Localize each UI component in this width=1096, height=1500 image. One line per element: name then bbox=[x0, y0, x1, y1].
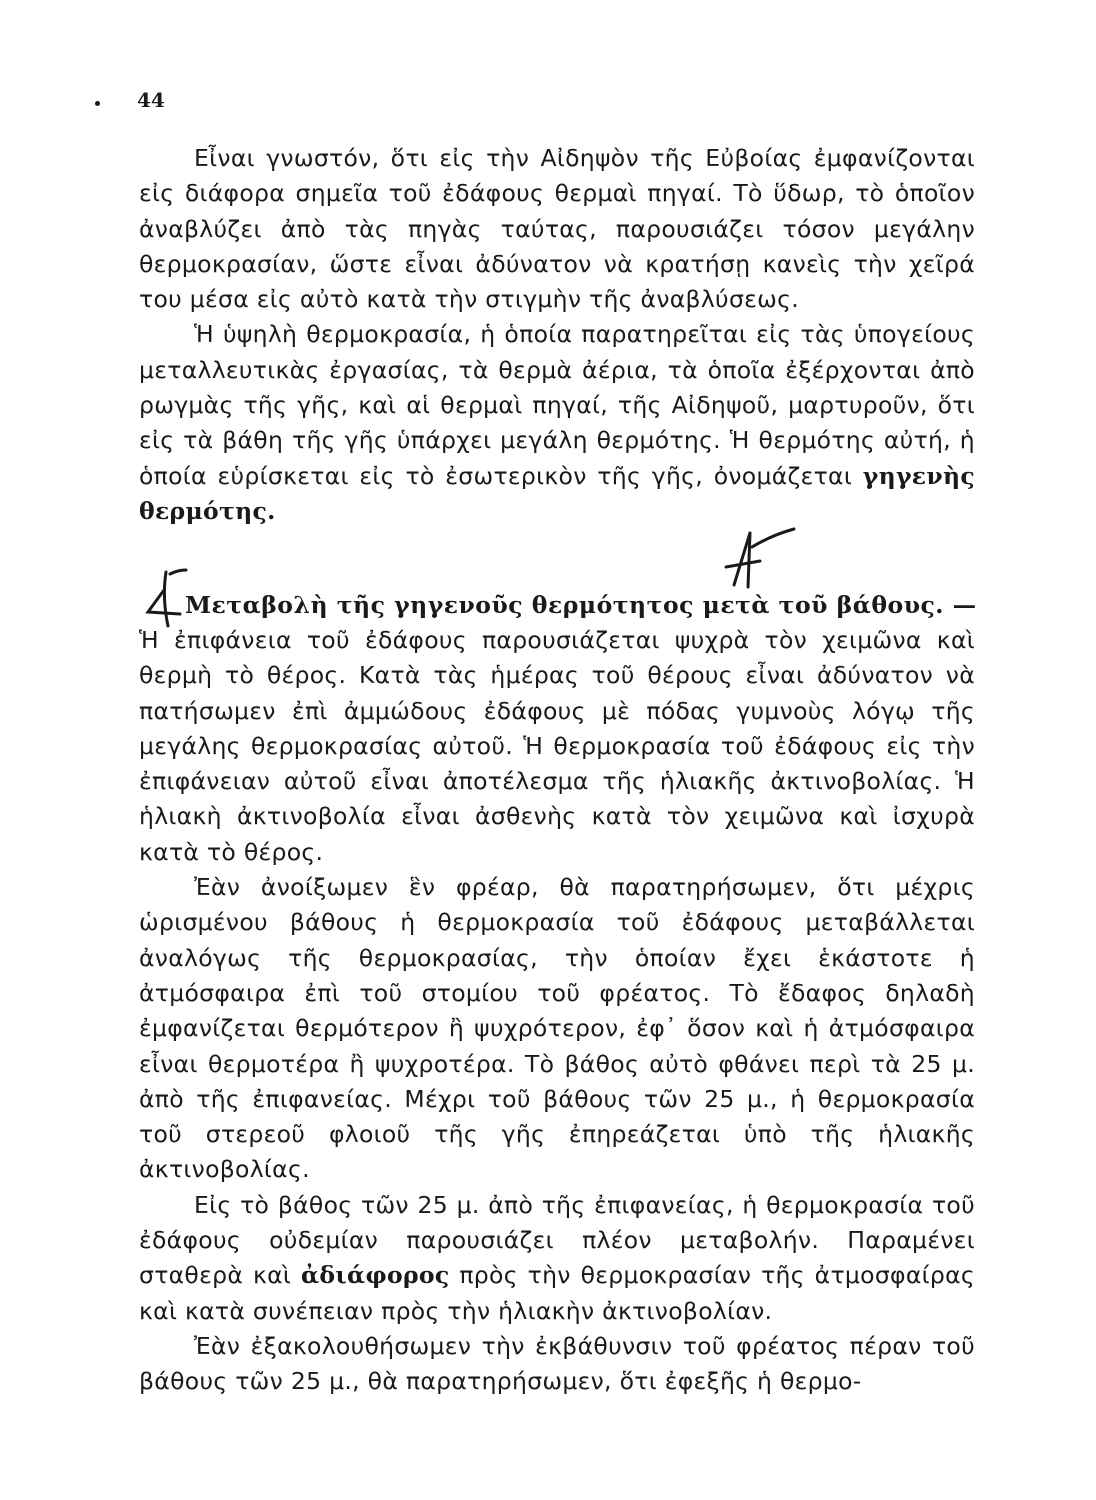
paragraph-high-temperature-text: Ἡ ὑψηλὴ θερμοκρασία, ἡ ὁποία παρατηρεῖται εἰς τὰς ὑπογείους μεταλλευτικὰς ἐργασίας, τὰ θερμὰ ἀέρια, τὰ ὁποῖα ἐξέρχονται ἀπὸ ρωγμὰς τῆς γῆς, καὶ αἱ θερμαὶ πηγαί, τῆς Αἰδηψοῦ, μαρτυροῦν, ὅτι εἰς τὰ βάθη τῆς γῆς ὑπάρχει μεγάλη θερμότης. Ἡ θερμότης αὐτή, ἡ ὁποία εὑρίσκεται εἰς τὸ ἐσωτερικὸν τῆς γῆς, ὀνομάζεται bbox=[139, 320, 975, 490]
paragraph-constant-depth-tail: πρὸς τὴν θερμοκρασίαν τῆς ἀτμοσφαίρας καὶ κατὰ συνέπειαν πρὸς τὴν ἡλιακὴν ἀκτινοβολίαν. bbox=[139, 1261, 975, 1325]
paragraph-well-observation: Ἐὰν ἀνοίξωμεν ἓν φρέαρ, θὰ παρατηρήσωμεν, ὅτι μέχρις ὡρισμένου βάθους ἡ θερμοκρασία τοῦ ἐδάφους μεταβάλλεται ἀναλόγως τῆς θερμοκρασίας, τὴν ὁποίαν ἔχει ἑκάστοτε ἡ ἀτμόσφαιρα ἐπὶ τοῦ στομίου τοῦ φρέατος. Τὸ ἔδαφος δηλαδὴ ἐμφανίζεται θερμότερον ἢ ψυχρότερον, ἐφ᾽ ὅσον καὶ ἡ ἀτμόσφαιρα εἶναι θερμοτέρα ἢ ψυχροτέρα. Τὸ βάθος αὐτὸ φθάνει περὶ τὰ 25 μ. ἀπὸ τῆς ἐπιφανείας. Μέχρι τοῦ βάθους τῶν 25 μ., ἡ θερμοκρασία τοῦ στερεοῦ φλοιοῦ τῆς γῆς ἐπηρεάζεται ὑπὸ τῆς ἡλιακῆς ἀκτινοβολίας. bbox=[139, 873, 975, 1184]
handwritten-check-mark-start bbox=[140, 568, 190, 630]
paragraph-beyond-25m: Ἐὰν ἐξακολουθήσωμεν τὴν ἐκβάθυνσιν τοῦ φρέατος πέραν τοῦ βάθους τῶν 25 μ., θὰ παρατηρήσωμεν, ὅτι ἐφεξῆς ἡ θερμο- bbox=[139, 1331, 975, 1396]
paragraph-constant-depth-lead: Εἰς τὸ βάθος τῶν 25 μ. ἀπὸ τῆς ἐπιφανείας, ἡ θερμοκρασία τοῦ ἐδάφους οὐδεμίαν παρουσιάζει πλέον μεταβολήν. Παραμένει σταθερὰ καὶ bbox=[139, 1190, 975, 1290]
section-depth-variation bbox=[139, 623, 975, 1400]
paragraph-high-temperature bbox=[139, 317, 975, 529]
page-number: 44 bbox=[137, 88, 165, 112]
term-indifferent: ἀδιάφορος bbox=[301, 1261, 450, 1290]
margin-dot-mark bbox=[95, 101, 100, 106]
paragraph-surface-temperature: Ἡ ἐπιφάνεια τοῦ ἐδάφους παρουσιάζεται ψυχρὰ τὸν χειμῶνα καὶ θερμὴ τὸ θέρος. Κατὰ τὰς ἡμέρας τοῦ θέρους εἶναι ἀδύνατον νὰ πατήσωμεν ἐπὶ ἀμμώδους ἐδάφους μὲ πόδας γυμνοὺς λόγῳ τῆς μεγάλης θερμοκρασίας αὐτοῦ. Ἡ θερμοκρασία τοῦ ἐδάφους εἰς τὴν ἐπιφάνειαν αὐτοῦ εἶναι ἀποτέλεσμα τῆς ἡλιακῆς ἀκτινοβολίας. Ἡ ἡλιακὴ ἀκτινοβολία εἶναι ἀσθενὴς κατὰ τὸν χειμῶνα καὶ ἰσχυρὰ κατὰ τὸ θέρος. bbox=[139, 626, 975, 866]
paragraph-aidipsos-springs: Εἶναι γνωστόν, ὅτι εἰς τὴν Αἰδηψὸν τῆς Εὐβοίας ἐμφανίζονται εἰς διάφορα σημεῖα τοῦ ἐδάφους θερμαὶ πηγαί. Τὸ ὕδωρ, τὸ ὁποῖον ἀναβλύζει ἀπὸ τὰς πηγὰς ταύτας, παρουσιάζει τόσον μεγάλην θερμοκρασίαν, ὥστε εἶναι ἀδύνατον νὰ κρατήσῃ κανεὶς τὴν χεῖρά του μέσα εἰς αὐτὸ κατὰ τὴν στιγμὴν τῆς ἀναβλύσεως. bbox=[139, 144, 975, 314]
paragraph-constant-depth bbox=[139, 1188, 975, 1329]
term-geothermal-heat: γηγενὴς θερμότης. bbox=[139, 461, 975, 525]
section-heading-depth-variation: Μεταβολὴ τῆς γηγενοῦς θερμότητος μετὰ τοῦ βάθους. — bbox=[185, 591, 977, 619]
handwritten-check-mark-end bbox=[712, 525, 802, 595]
section-geothermal-intro bbox=[139, 141, 975, 529]
